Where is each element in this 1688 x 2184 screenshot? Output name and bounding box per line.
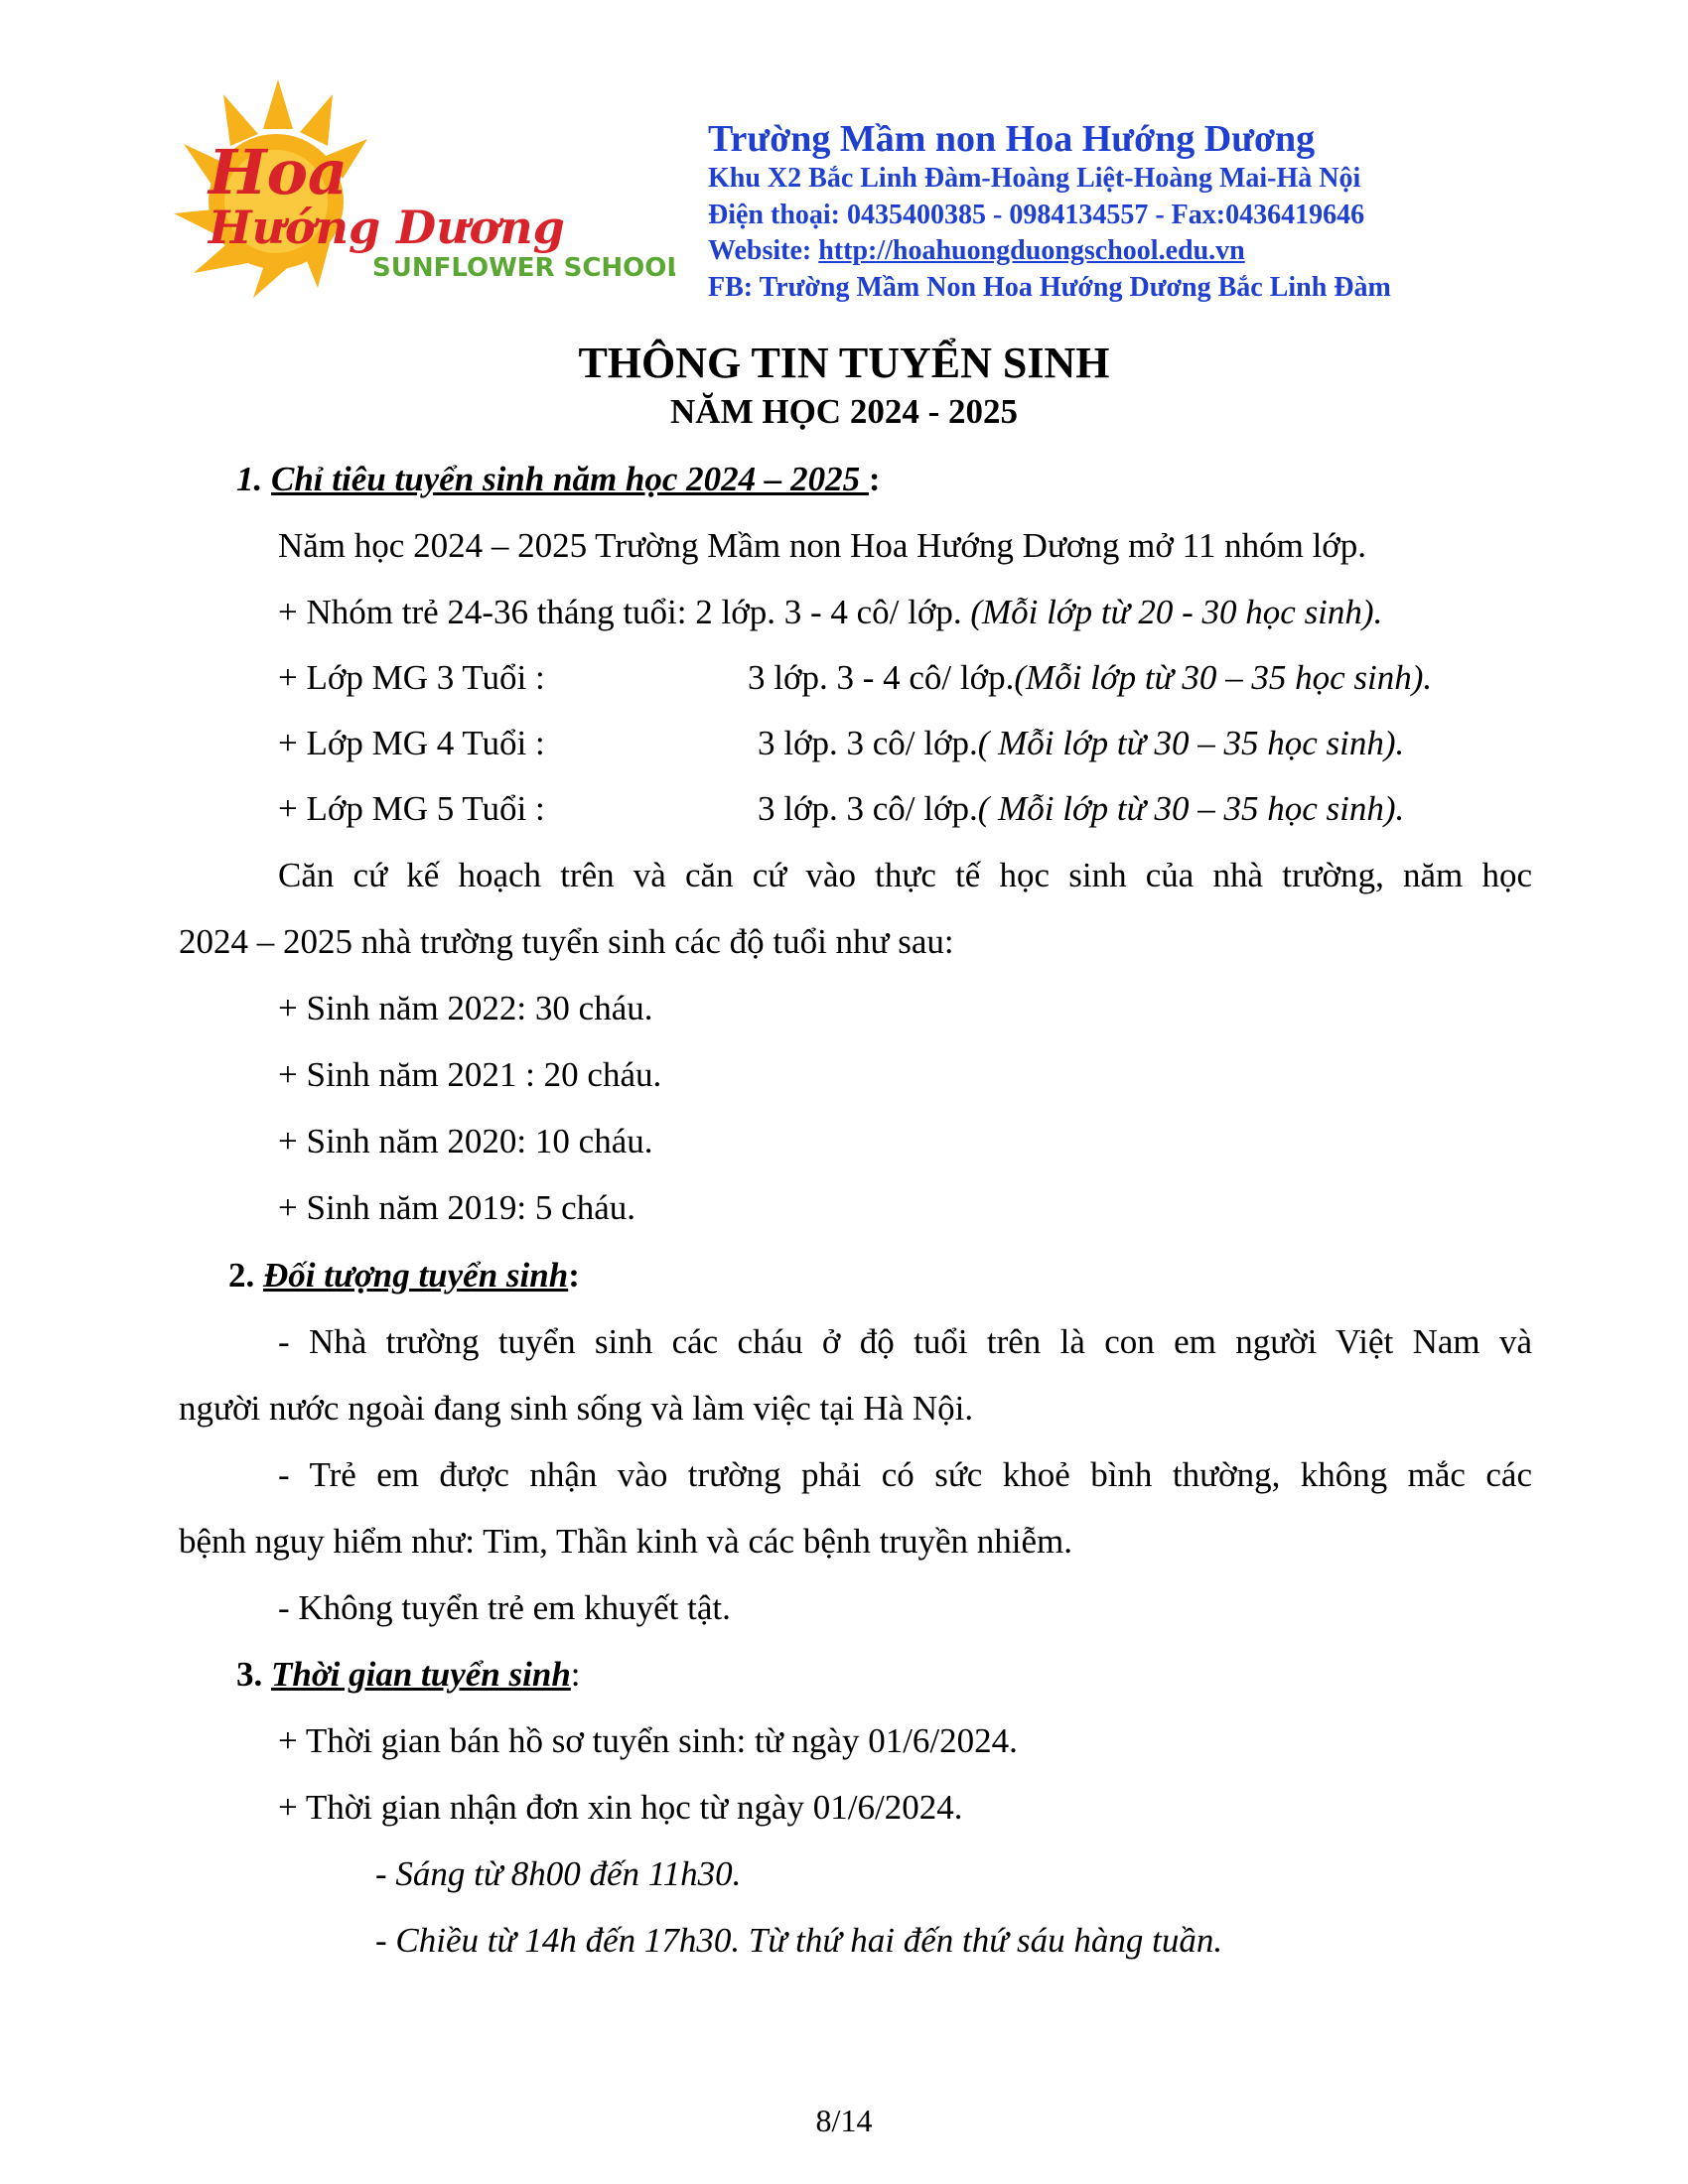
group-row-mg5-detail xyxy=(758,789,1404,829)
quota-2022: + Sinh năm 2022: 30 cháu. xyxy=(278,989,653,1027)
section-3-heading xyxy=(236,1655,581,1695)
logo-brand-2: Hướng Dương xyxy=(209,201,565,254)
section-3-colon: : xyxy=(570,1655,581,1694)
school-logo xyxy=(169,74,675,303)
section-1-colon: : xyxy=(868,460,881,498)
website-link[interactable]: http://hoahuongduongschool.edu.vn xyxy=(818,235,1245,266)
group-note: (Mỗi lớp từ 20 - 30 học sinh). xyxy=(970,593,1383,631)
section-1-intro: Năm học 2024 – 2025 Trường Mầm non Hoa Hướng Dương mở 11 nhóm lớp. xyxy=(278,526,1367,565)
group-row-mg4-detail xyxy=(758,724,1404,763)
afternoon-hours: - Chiều từ 14h đến 17h30. Từ thứ hai đến thứ sáu hàng tuần. xyxy=(375,1921,1223,1960)
group-detail: 3 lớp. 3 cô/ lớp. xyxy=(758,724,978,762)
section-2-p1-line1: - Nhà trường tuyển sinh các cháu ở độ tuổi trên là con em người Việt Nam và xyxy=(278,1322,1532,1361)
basis-line-2: 2024 – 2025 nhà trường tuyển sinh các độ tuổi như sau: xyxy=(179,922,954,961)
group-note: ( Mỗi lớp từ 30 – 35 học sinh). xyxy=(977,789,1405,828)
logo-brand-3: SUNFLOWER SCHOOL xyxy=(372,253,675,283)
school-address: Khu X2 Bắc Linh Đàm-Hoàng Liệt-Hoàng Mai-Hà Nội xyxy=(708,163,1361,194)
group-row-mg3-label: + Lớp MG 3 Tuổi : xyxy=(278,658,545,697)
section-1-heading xyxy=(236,460,881,499)
sunflower-logo-graphic xyxy=(169,74,675,303)
section-1-number: 1. xyxy=(236,460,271,498)
quota-2020: + Sinh năm 2020: 10 cháu. xyxy=(278,1122,653,1160)
school-website xyxy=(708,233,1391,270)
section-2-number: 2. xyxy=(228,1256,263,1295)
school-header-info xyxy=(708,117,1391,306)
section-1-title: Chỉ tiêu tuyển sinh năm học 2024 – 2025 xyxy=(271,460,869,498)
document-title: THÔNG TIN TUYỂN SINH xyxy=(578,339,1110,387)
receive-period: + Thời gian nhận đơn xin học từ ngày 01/6/2024. xyxy=(278,1788,963,1827)
quota-2021: + Sinh năm 2021 : 20 cháu. xyxy=(278,1055,662,1094)
group-row-mg5-label: + Lớp MG 5 Tuổi : xyxy=(278,789,545,828)
section-2-heading xyxy=(228,1256,580,1296)
page-number: 8/14 xyxy=(815,2103,873,2138)
section-2-p1-line2: người nước ngoài đang sinh sống và làm việc tại Hà Nội. xyxy=(179,1389,974,1428)
group-row-nursery xyxy=(278,593,1382,632)
group-note: ( Mỗi lớp từ 30 – 35 học sinh). xyxy=(977,724,1405,762)
logo-brand-1: Hoa xyxy=(209,136,349,208)
document-subtitle: NĂM HỌC 2024 - 2025 xyxy=(670,392,1018,431)
section-3-title: Thời gian tuyển sinh xyxy=(271,1655,571,1694)
section-2-p3: - Không tuyển trẻ em khuyết tật. xyxy=(278,1588,731,1627)
section-2-colon: : xyxy=(568,1256,580,1295)
school-facebook: FB: Trường Mầm Non Hoa Hướng Dương Bắc Linh Đàm xyxy=(708,271,1391,303)
school-name: Trường Mầm non Hoa Hướng Dương xyxy=(708,118,1316,160)
section-2-p2-line2: bệnh nguy hiểm như: Tim, Thần kinh và các bệnh truyền nhiễm. xyxy=(179,1522,1073,1561)
morning-hours: - Sáng từ 8h00 đến 11h30. xyxy=(375,1854,742,1893)
group-label: + Nhóm trẻ 24-36 tháng tuổi: 2 lớp. 3 - 4 cô/ lớp. xyxy=(278,593,971,631)
school-phone: Điện thoại: 0435400385 - 0984134557 - Fax:0436419646 xyxy=(708,199,1365,230)
section-2-title: Đối tượng tuyển sinh xyxy=(263,1256,569,1295)
section-2-p2-line1: - Trẻ em được nhận vào trường phải có sức khoẻ bình thường, không mắc các xyxy=(278,1455,1532,1494)
website-label: Website: xyxy=(708,235,819,266)
group-row-mg3-detail xyxy=(748,658,1432,698)
basis-line-1: Căn cứ kế hoạch trên và căn cứ vào thực tế học sinh của nhà trường, năm học xyxy=(278,856,1532,894)
section-3-number: 3. xyxy=(236,1655,271,1694)
sale-period: + Thời gian bán hồ sơ tuyển sinh: từ ngày 01/6/2024. xyxy=(278,1721,1018,1760)
group-note: (Mỗi lớp từ 30 – 35 học sinh). xyxy=(1014,658,1433,697)
group-detail: 3 lớp. 3 cô/ lớp. xyxy=(758,789,978,828)
quota-2019: + Sinh năm 2019: 5 cháu. xyxy=(278,1188,635,1227)
group-row-mg4-label: + Lớp MG 4 Tuổi : xyxy=(278,724,545,762)
group-detail: 3 lớp. 3 - 4 cô/ lớp. xyxy=(748,658,1015,697)
